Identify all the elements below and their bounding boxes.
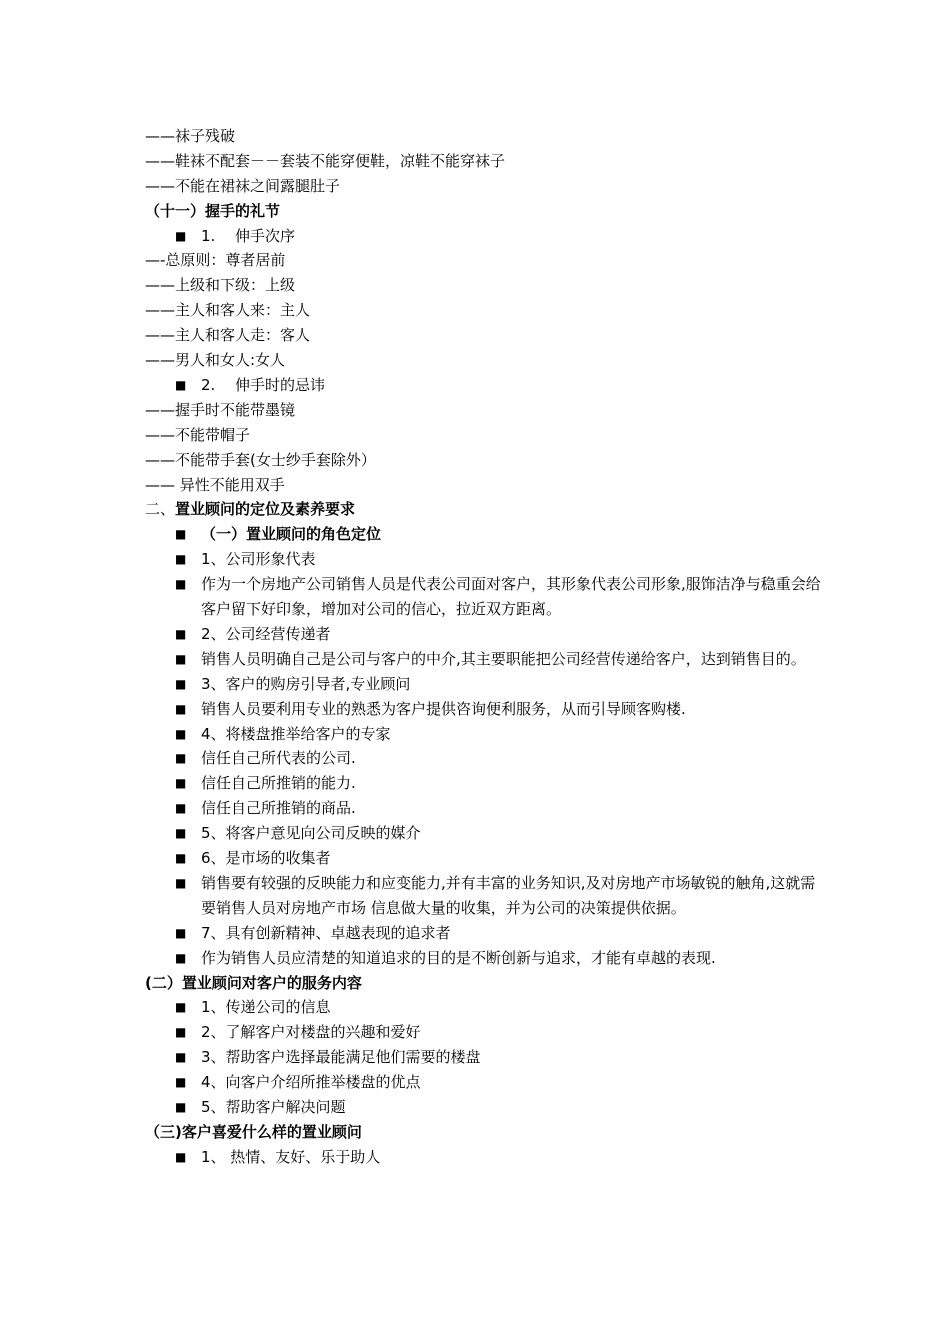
- square-bullet-icon: ■: [175, 851, 187, 866]
- bullet-item: [145, 846, 825, 871]
- square-bullet-icon: ■: [175, 676, 187, 691]
- square-bullet-icon: ■: [175, 651, 187, 666]
- bullet-item: [145, 771, 825, 796]
- item-text: 5、将客户意见向公司反映的媒介: [201, 824, 421, 843]
- bullet-item: [145, 1145, 825, 1170]
- item-text: 6、是市场的收集者: [201, 849, 331, 868]
- square-bullet-icon: ■: [175, 925, 187, 940]
- bullet-item: [145, 995, 825, 1020]
- subsection-heading: (二）置业顾问对客户的服务内容: [145, 973, 362, 992]
- item-text: 伸手次序: [235, 226, 296, 245]
- preference-list: [145, 1145, 825, 1170]
- item-text: 作为销售人员应清楚的知道追求的目的是不断创新与追求，才能有卓越的表现.: [201, 948, 716, 967]
- item-text: 信任自己所代表的公司.: [201, 749, 356, 768]
- bullet-item: [145, 871, 825, 921]
- item-text: 5、帮助客户解决问题: [201, 1098, 346, 1117]
- bullet-item: [145, 921, 825, 946]
- bullet-item: [145, 572, 825, 622]
- square-bullet-icon: ■: [175, 1075, 187, 1090]
- chapter-heading: [145, 497, 825, 522]
- square-bullet-icon: ■: [175, 1050, 187, 1065]
- bullet-item: [145, 647, 825, 672]
- square-bullet-icon: ■: [175, 950, 187, 965]
- item-text: 4、向客户介绍所推举楼盘的优点: [201, 1073, 421, 1092]
- bullet-item: [145, 722, 825, 747]
- bullet-item: [145, 672, 825, 697]
- bullet-item: [145, 1095, 825, 1120]
- square-bullet-icon: ■: [175, 751, 187, 766]
- item-text: 7、具有创新精神、卓越表现的追求者: [201, 923, 451, 942]
- bullet-item: [145, 746, 825, 771]
- square-bullet-icon: ■: [175, 1100, 187, 1115]
- text-line: ——男人和女人:女人: [145, 351, 286, 370]
- square-bullet-icon: ■: [175, 527, 187, 542]
- role-list: [145, 547, 825, 970]
- item-number: 1.: [201, 226, 216, 245]
- text-line: ——鞋袜不配套－－套装不能穿便鞋，凉鞋不能穿袜子: [145, 151, 506, 170]
- item-text: 2、公司经营传递者: [201, 624, 331, 643]
- square-bullet-icon: ■: [175, 552, 187, 567]
- item-text: 1、公司形象代表: [201, 550, 316, 569]
- bullet-item: [145, 373, 825, 398]
- document-body: [145, 124, 825, 1170]
- section-heading-handshake: （十一）握手的礼节: [145, 201, 281, 220]
- square-bullet-icon: ■: [175, 726, 187, 741]
- item-text: 信任自己所推销的商品.: [201, 799, 356, 818]
- square-bullet-icon: ■: [175, 1025, 187, 1040]
- item-text: 销售要有较强的反映能力和应变能力,并有丰富的业务知识,及对房地产市场敏锐的触角,这就需要销售人员对房地产市场 信息做大量的收集，并为公司的决策提供依据。: [201, 873, 816, 917]
- square-bullet-icon: ■: [175, 801, 187, 816]
- item-text: 销售人员明确自己是公司与客户的中介,其主要职能把公司经营传递给客户，达到销售目的。: [201, 649, 806, 668]
- bullet-item: [145, 821, 825, 846]
- square-bullet-icon: ■: [175, 626, 187, 641]
- text-line: —— 异性不能用双手: [145, 475, 285, 494]
- text-line: ——不能带手套(女士纱手套除外）: [145, 450, 376, 469]
- text-line: ——主人和客人走：客人: [145, 326, 311, 345]
- subsection-heading: （三)客户喜爱什么样的置业顾问: [145, 1123, 362, 1142]
- text-line: —-总原则：尊者居前: [145, 251, 286, 270]
- square-bullet-icon: ■: [175, 1149, 187, 1164]
- chapter-title: 置业顾问的定位及素养要求: [175, 500, 356, 519]
- square-bullet-icon: ■: [175, 826, 187, 841]
- bullet-item: [145, 946, 825, 971]
- bullet-item: [145, 796, 825, 821]
- chapter-number: 二、: [145, 500, 176, 519]
- square-bullet-icon: ■: [175, 1000, 187, 1015]
- item-text: 4、将楼盘推举给客户的专家: [201, 724, 391, 743]
- square-bullet-icon: ■: [175, 776, 187, 791]
- item-text: 作为一个房地产公司销售人员是代表公司面对客户，其形象代表公司形象,服饰洁净与稳重会给客户留下好印象，增加对公司的信心，拉近双方距离。: [201, 575, 821, 618]
- text-line: ——不能在裙袜之间露腿肚子: [145, 176, 341, 195]
- square-bullet-icon: ■: [175, 228, 187, 243]
- item-text: 3、客户的购房引导者,专业顾问: [201, 674, 411, 693]
- bullet-item: [145, 547, 825, 572]
- text-line: ——上级和下级：上级: [145, 276, 296, 295]
- text-line: ——不能带帽子: [145, 425, 251, 444]
- text-line: ——袜子残破: [145, 127, 236, 145]
- bullet-item: [145, 1045, 825, 1070]
- item-text: 伸手时的忌讳: [235, 375, 326, 394]
- square-bullet-icon: ■: [175, 875, 187, 890]
- square-bullet-icon: ■: [175, 577, 187, 592]
- bullet-item: [145, 1070, 825, 1095]
- bullet-item: [145, 1020, 825, 1045]
- bullet-item: [145, 622, 825, 647]
- text-line: ——握手时不能带墨镜: [145, 400, 296, 419]
- square-bullet-icon: ■: [175, 701, 187, 716]
- item-text: 1、传递公司的信息: [201, 998, 331, 1017]
- item-text: 1、 热情、友好、乐于助人: [201, 1147, 381, 1166]
- service-list: [145, 995, 825, 1120]
- text-line: ——主人和客人来：主人: [145, 301, 311, 320]
- item-text: 信任自己所推销的能力.: [201, 774, 356, 793]
- square-bullet-icon: ■: [175, 377, 187, 392]
- item-number: 2.: [201, 375, 216, 394]
- bullet-item: [145, 224, 825, 249]
- bullet-item: [145, 522, 825, 547]
- item-text: 销售人员要利用专业的熟悉为客户提供咨询便利服务，从而引导顾客购楼.: [201, 699, 686, 718]
- item-text: 2、了解客户对楼盘的兴趣和爱好: [201, 1023, 421, 1042]
- subsection-heading: （一）置业顾问的角色定位: [201, 525, 382, 544]
- item-text: 3、帮助客户选择最能满足他们需要的楼盘: [201, 1048, 481, 1067]
- bullet-item: [145, 697, 825, 722]
